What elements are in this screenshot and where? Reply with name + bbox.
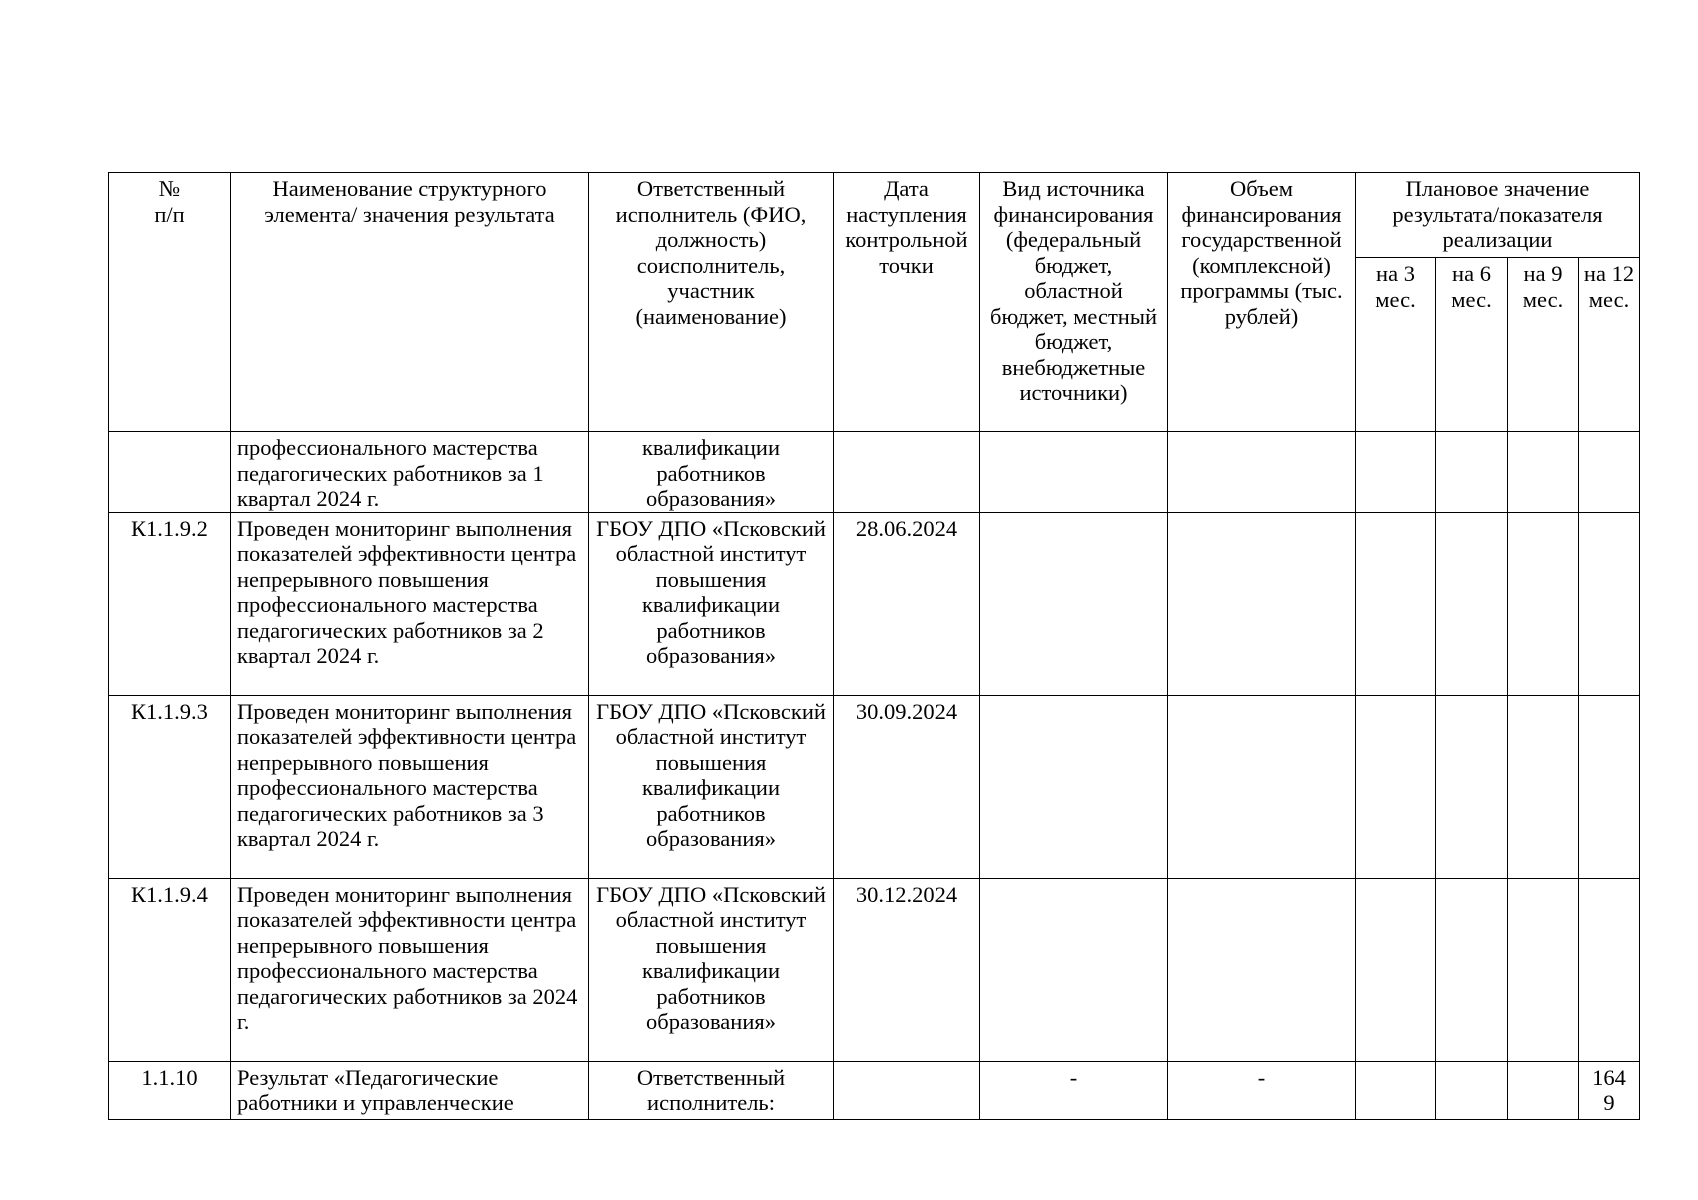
cell-source: - <box>980 1061 1168 1119</box>
cell-responsible: ГБОУ ДПО «Псковский областной институт повышения квалификации работников образования» <box>589 695 834 878</box>
cell-num: К1.1.9.3 <box>109 695 231 878</box>
cell-date: 30.12.2024 <box>834 878 980 1061</box>
cell-volume <box>1168 695 1356 878</box>
cell-q3 <box>1356 512 1436 695</box>
cell-source <box>980 432 1168 513</box>
cell-responsible: ГБОУ ДПО «Псковский областной институт повышения квалификации работников образования» <box>589 878 834 1061</box>
header-q9: на 9 мес. <box>1508 258 1579 432</box>
cell-date: 30.09.2024 <box>834 695 980 878</box>
cell-num: К1.1.9.4 <box>109 878 231 1061</box>
header-planned: Плановое значение результата/показателя реализации <box>1356 173 1640 258</box>
cell-responsible: ГБОУ ДПО «Псковский областной институт повышения квалификации работников образования» <box>589 512 834 695</box>
cell-q12-value: 164 9 <box>1592 1064 1626 1115</box>
header-q6: на 6 мес. <box>1436 258 1508 432</box>
cell-source <box>980 512 1168 695</box>
cell-name: Проведен мониторинг выполнения показателей эффективности центра непрерывного повышения профессионального мастерства педагогических работников за 2 квартал 2024 г. <box>231 512 589 695</box>
header-volume: Объем финансирования государственной (комплексной) программы (тыс. рублей) <box>1168 173 1356 432</box>
cell-num: К1.1.9.2 <box>109 512 231 695</box>
cell-q6 <box>1436 432 1508 513</box>
cell-volume <box>1168 512 1356 695</box>
cell-q6 <box>1436 512 1508 695</box>
cell-source <box>980 695 1168 878</box>
cell-volume <box>1168 432 1356 513</box>
cell-date <box>834 1061 980 1119</box>
header-responsible: Ответственный исполнитель (ФИО, должность) соисполнитель, участник (наименование) <box>589 173 834 432</box>
table-row <box>109 695 1640 878</box>
cell-q12 <box>1579 1061 1640 1119</box>
header-q12: на 12 мес. <box>1579 258 1640 432</box>
cell-num: 1.1.10 <box>109 1061 231 1119</box>
cell-q9 <box>1508 1061 1579 1119</box>
cell-q9 <box>1508 512 1579 695</box>
cell-q12 <box>1579 878 1640 1061</box>
cell-q12 <box>1579 432 1640 513</box>
header-source: Вид источника финансирования (федеральный бюджет, областной бюджет, местный бюджет, внебюджетные источники) <box>980 173 1168 432</box>
header-num <box>109 173 231 432</box>
header-name: Наименование структурного элемента/ значения результата <box>231 173 589 432</box>
header-date: Дата наступления контрольной точки <box>834 173 980 432</box>
cell-date: 28.06.2024 <box>834 512 980 695</box>
cell-volume: - <box>1168 1061 1356 1119</box>
table-header-row <box>109 173 1640 258</box>
cell-q9 <box>1508 432 1579 513</box>
table-row <box>109 878 1640 1061</box>
table-row <box>109 512 1640 695</box>
cell-q3 <box>1356 432 1436 513</box>
cell-name: профессионального мастерства педагогических работников за 1 квартал 2024 г. <box>231 432 589 513</box>
header-q3: на 3 мес. <box>1356 258 1436 432</box>
cell-q9 <box>1508 878 1579 1061</box>
cell-q12 <box>1579 512 1640 695</box>
cell-q6 <box>1436 1061 1508 1119</box>
cell-responsible: Ответственный исполнитель: <box>589 1061 834 1119</box>
cell-q3 <box>1356 695 1436 878</box>
cell-name: Проведен мониторинг выполнения показателей эффективности центра непрерывного повышения профессионального мастерства педагогических работников за 3 квартал 2024 г. <box>231 695 589 878</box>
cell-name: Проведен мониторинг выполнения показателей эффективности центра непрерывного повышения профессионального мастерства педагогических работников за 2024 г. <box>231 878 589 1061</box>
table-row <box>109 432 1640 513</box>
plan-table <box>108 172 1640 1120</box>
cell-q12 <box>1579 695 1640 878</box>
table-row <box>109 1061 1640 1119</box>
cell-q3 <box>1356 1061 1436 1119</box>
cell-name: Результат «Педагогические работники и управленческие <box>231 1061 589 1119</box>
cell-q9 <box>1508 695 1579 878</box>
cell-volume <box>1168 878 1356 1061</box>
cell-q6 <box>1436 695 1508 878</box>
cell-q6 <box>1436 878 1508 1061</box>
cell-source <box>980 878 1168 1061</box>
cell-responsible: квалификации работников образования» <box>589 432 834 513</box>
cell-q3 <box>1356 878 1436 1061</box>
cell-num <box>109 432 231 513</box>
cell-date <box>834 432 980 513</box>
header-num-text: № п/п <box>154 176 185 227</box>
